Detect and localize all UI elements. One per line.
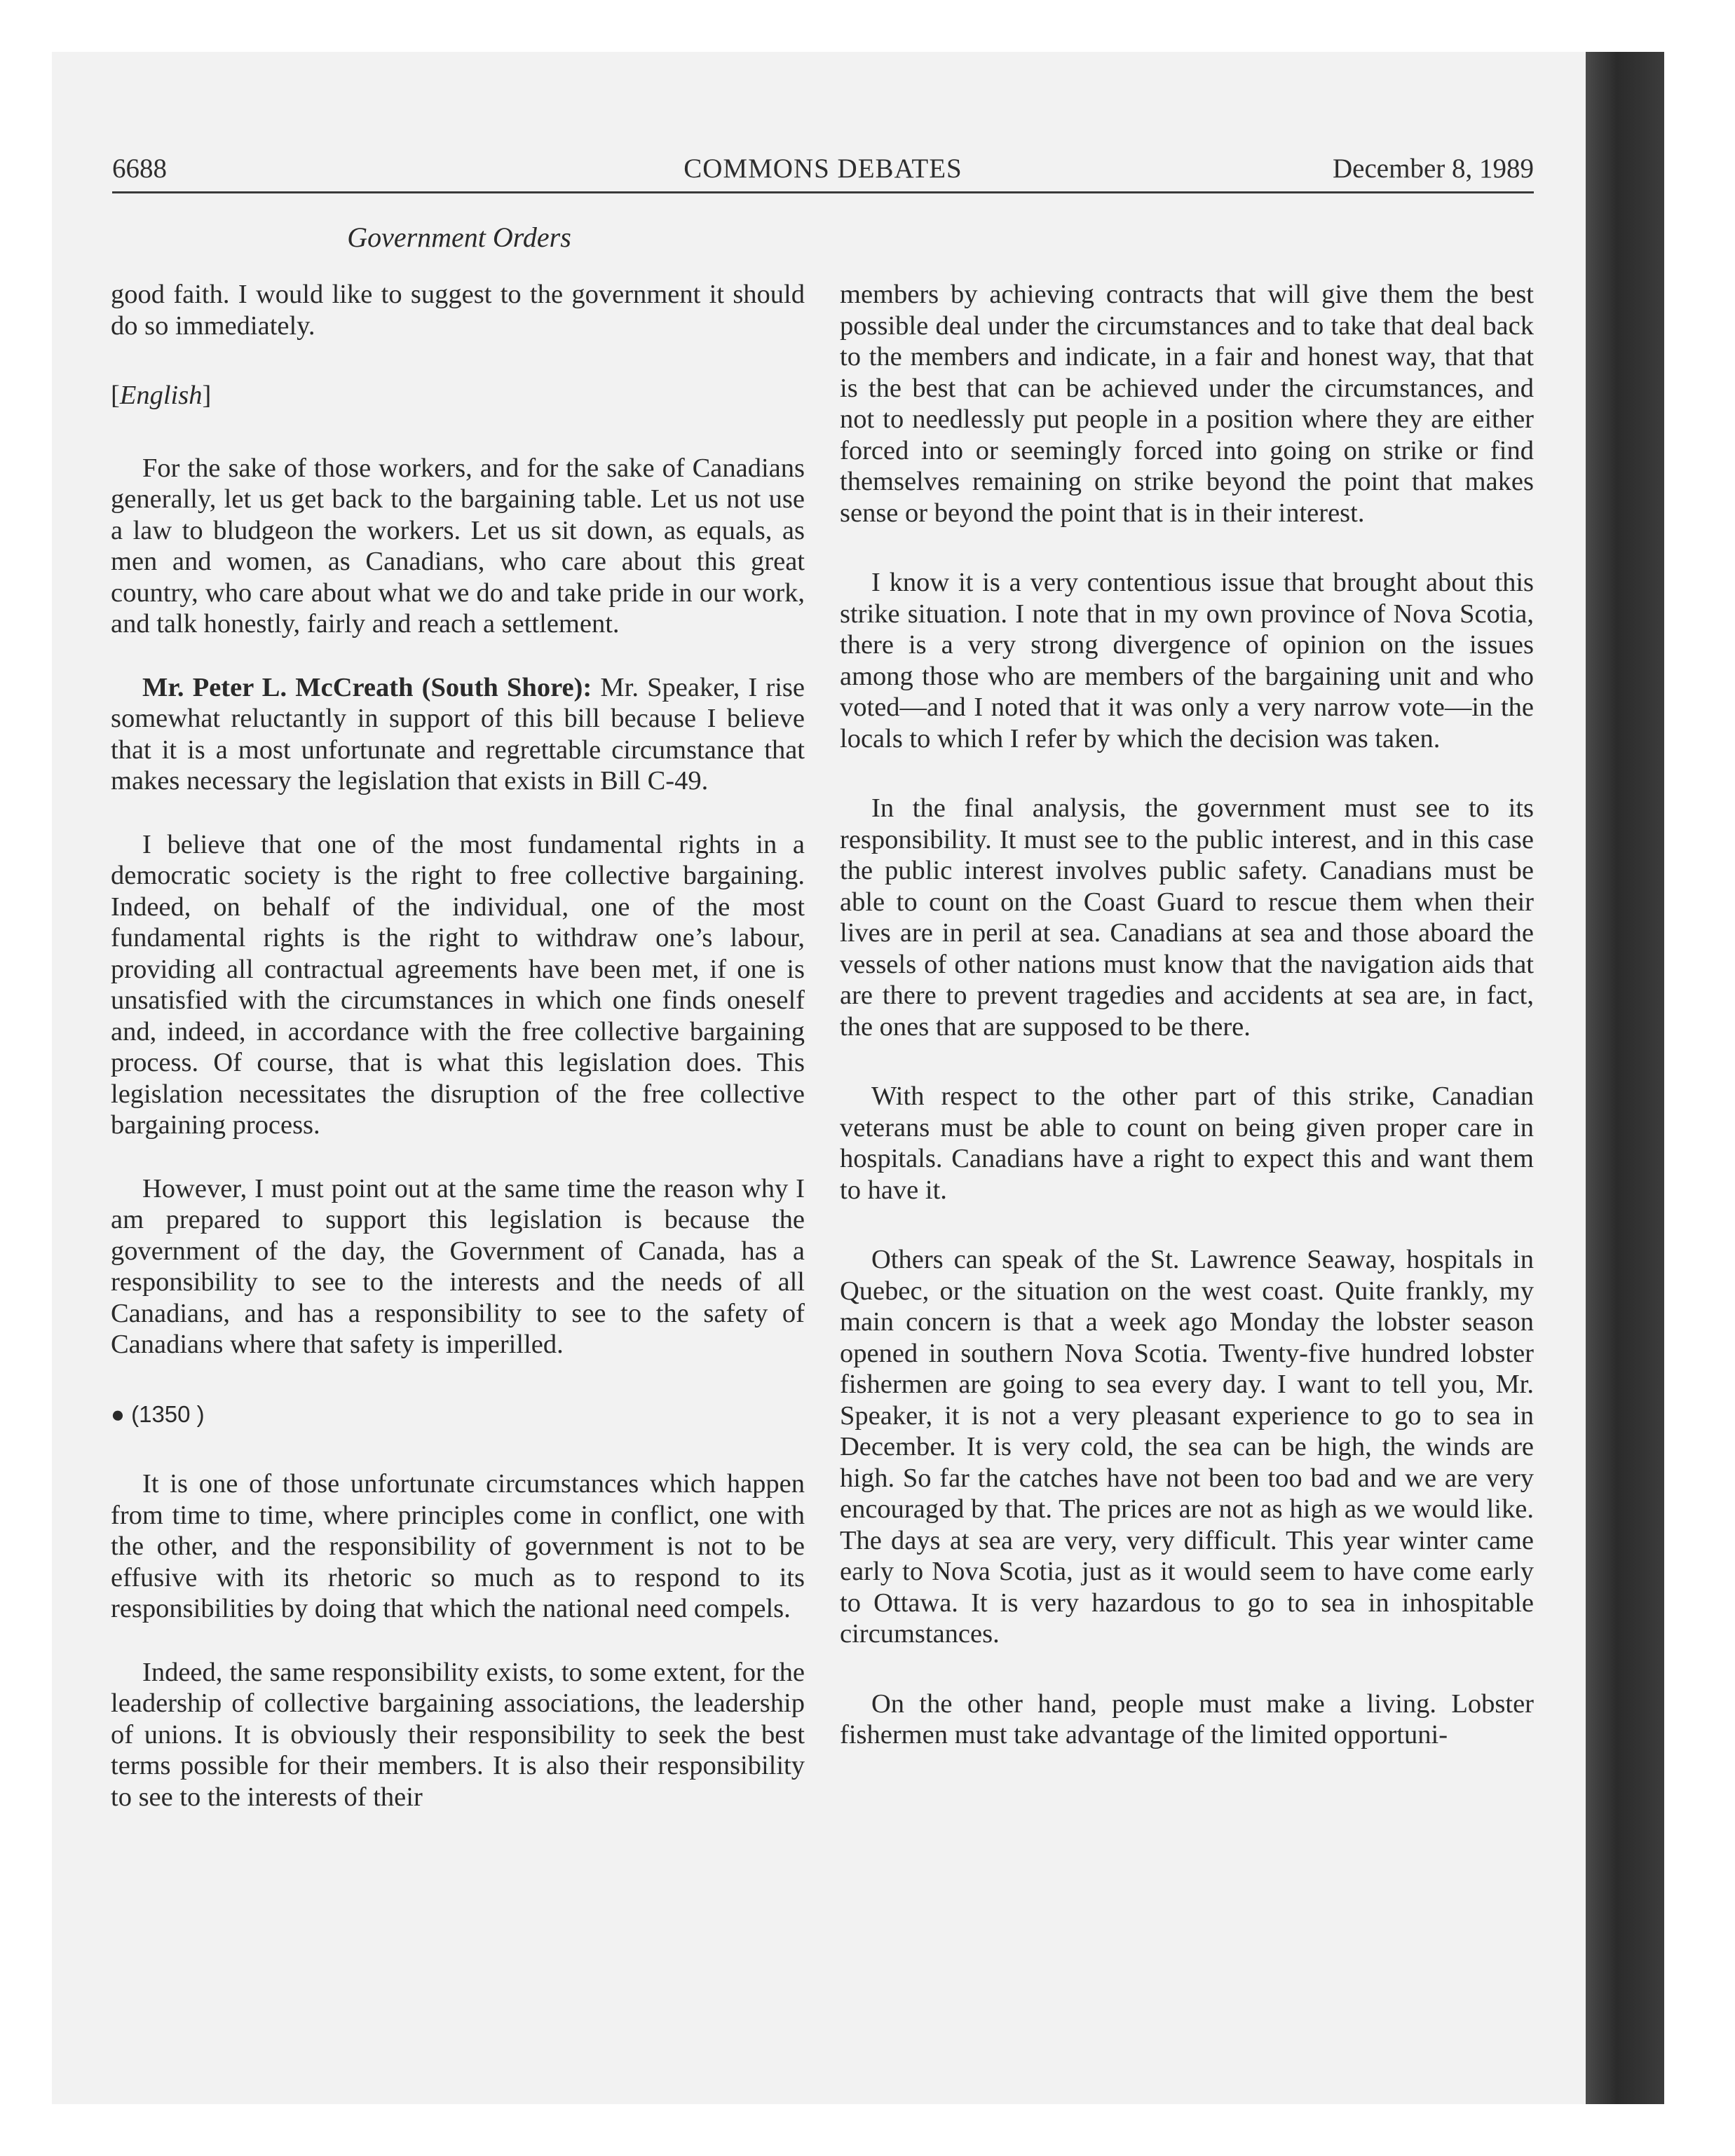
language-marker: [English] <box>111 381 212 410</box>
paragraph: With respect to the other part of this strike, Canadian veterans must be able to count on being given proper care in hospitals. Canadians have a right to expect this and want them to have it. <box>840 1082 1534 1205</box>
paragraph: However, I must point out at the same time the reason why I am prepared to support this legislation is because the government of the day, the Government of Canada, has a responsibility to see to the interests and the needs of all Canadians, and has a responsibility to see to the safety of Canadians where that safety is imperilled. <box>111 1173 805 1359</box>
page-number: 6688 <box>112 153 167 184</box>
time-marker: ● (1350 ) <box>111 1400 205 1427</box>
paragraph: good faith. I would like to suggest to the government it should do so immediately. <box>111 280 805 341</box>
language-label: English <box>119 381 203 410</box>
paragraph: For the sake of those workers, and for the sake of Canadians generally, let us get back to the bargaining table. Let us not use a law to bludgeon the workers. Let us sit down, as equals, as men and women, as Canadians, who care about this great country, who care about what we do and take pride in our work, and talk honestly, fairly and reach a settlement. <box>111 453 805 639</box>
paragraph: I know it is a very contentious issue that brought about this strike situation. I note that in my own province of Nova Scotia, there is a very strong divergence of opinion on the issues among those who are members of the bargaining unit and who voted—and I noted that it was only a very narrow vote—in the locals to which I refer by which the decision was taken. <box>840 568 1534 753</box>
header-rule <box>112 191 1534 193</box>
journal-title: COMMONS DEBATES <box>683 153 962 184</box>
speech-opening: Mr. Peter L. McCreath (South Shore): Mr. Speaker, I rise somewhat reluctantly in support of this bill because I believe that it is a most unfortunate and regrettable circumstance that makes necessary the legislation that exists in Bill C-49. <box>111 672 805 796</box>
section-heading: Government Orders <box>347 221 571 253</box>
issue-date: December 8, 1989 <box>1333 153 1534 184</box>
right-column <box>840 279 1534 1751</box>
binding-edge-shadow <box>1586 52 1664 2104</box>
paragraph: On the other hand, people must make a living. Lobster fishermen must take advantage of the limited opportuni- <box>840 1688 1534 1749</box>
paragraph: I believe that one of the most fundamental rights in a democratic society is the right to free collective bargaining. Indeed, on behalf of the individual, one of the most fundamental rights is the right to withdraw one’s labour, providing all contractual agreements have been met, if one is unsatisfied with the circumstances in which one finds oneself and, indeed, in accordance with the free collective bargaining process. Of course, that is what this legislation does. This legislation necessitates the disruption of the free collective bargaining process. <box>111 829 805 1140</box>
paragraph: members by achieving contracts that will give them the best possible deal under the circumstances and to take that deal back to the members and indicate, in a fair and honest way, that that is the best that can be achieved under the circumstances, and not to needlessly put people in a position where they are either forced into or seemingly forced into going on strike or find themselves remaining on strike beyond the point that makes sense or beyond the point that is in their interest. <box>840 280 1534 528</box>
running-header <box>112 153 1534 192</box>
speaker-name: Mr. Peter L. McCreath (South Shore): <box>142 672 592 702</box>
paragraph: Others can speak of the St. Lawrence Seaway, hospitals in Quebec, or the situation on the west coast. Quite frankly, my main concern is that a week ago Monday the lobster season opened in southern Nova Scotia. Twenty-five hundred lobster fishermen are going to sea every day. I want to tell you, Mr. Speaker, it is not a very pleasant experience to go to sea in December. It is very cold, the sea can be high, the winds are high. So far the catches have not been too bad and we are very encouraged by that. The prices are not as high as we would like. The days at sea are very, very difficult. This year winter came early to Nova Scotia, just as it would seem to have come early to Ottawa. It is very hazardous to go to sea in inhospitable circumstances. <box>840 1245 1534 1649</box>
left-column <box>111 279 805 1813</box>
paragraph: It is one of those unfortunate circumstances which happen from time to time, where principles come in conflict, one with the other, and the responsibility of government is not to be effusive with its rhetoric so much as to respond to its responsibilities by doing that which the national need compels. <box>111 1469 805 1623</box>
paragraph: Indeed, the same responsibility exists, to some extent, for the leadership of collective bargaining associations, the leadership of unions. It is obviously their responsibility to seek the best terms possible for their members. It is also their responsibility to see to the interests of their <box>111 1657 805 1812</box>
paragraph: In the final analysis, the government must see to its responsibility. It must see to the public interest, and in this case the public interest involves public safety. Canadians must be able to count on the Coast Guard to rescue them when their lives are in peril at sea. Canadians at sea and those aboard the vessels of other nations must know that the navigation aids that are there to prevent tragedies and accidents at sea are, in fact, the ones that are supposed to be there. <box>840 793 1534 1042</box>
